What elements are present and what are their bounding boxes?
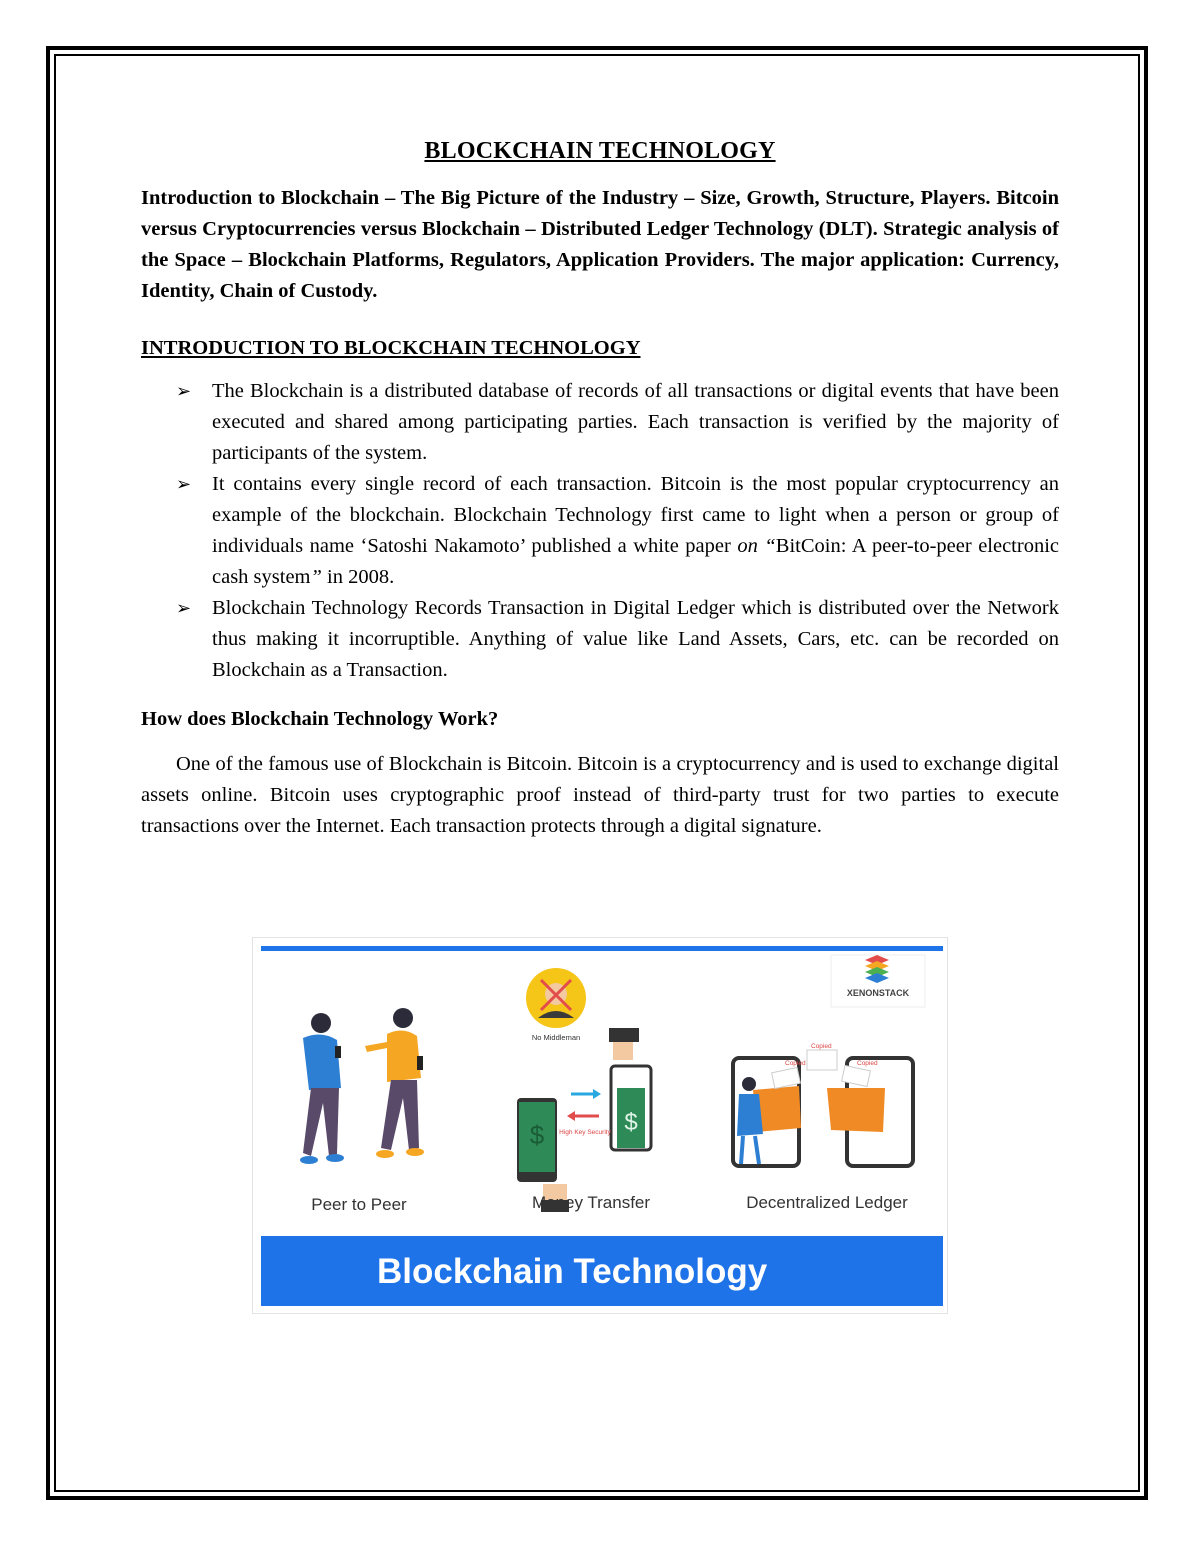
intro-paragraph: Introduction to Blockchain – The Big Picture of the Industry – Size, Growth, Structure, Players. Bitcoin versus Cryptocurrencies versus Blockchain – Distributed Ledger Technology (DLT). Strategic analysis of the Space – Blockchain Platforms, Regulators, Application Providers. The major application: Currency, Identity, Chain of Custody. xyxy=(141,187,1059,302)
arrow-bullet-icon: ➢ xyxy=(176,598,192,618)
body-paragraph: One of the famous use of Blockchain is Bitcoin. Bitcoin is a cryptocurrency and is used to exchange digital assets online. Bitcoin uses cryptographic proof instead of third-party trust for two parties to execute transactions over the Internet. Each transaction protects through a digital signature. xyxy=(141,753,1059,837)
peer-to-peer-icon xyxy=(300,1008,424,1164)
copied-label-left: Copied xyxy=(785,1060,806,1067)
bullet-text: Blockchain Technology Records Transaction in Digital Ledger which is distributed over the Network thus making it incorruptible. Anything of value like Land Assets, Cars, etc. can be recorded on Blockchain as a Transaction. xyxy=(212,597,1059,681)
copied-label-top: Copied xyxy=(811,1043,832,1050)
illustration-svg xyxy=(253,938,947,1313)
bullet-italic: on “ xyxy=(737,535,776,557)
high-security-label: High Key Security xyxy=(559,1129,611,1136)
copied-label-right: Copied xyxy=(857,1060,878,1067)
xenonstack-logo xyxy=(831,955,925,1007)
arrow-bullet-icon: ➢ xyxy=(176,381,192,401)
caption-money-transfer: Money Transfer xyxy=(531,1193,651,1212)
top-accent-bar xyxy=(261,946,943,951)
svg-text:$: $ xyxy=(624,1109,638,1136)
no-middleman-label: No Middleman xyxy=(531,1033,581,1042)
caption-decentralized-ledger: Decentralized Ledger xyxy=(746,1193,908,1212)
no-middleman-icon xyxy=(526,968,586,1042)
bullet-text: BitCoin: A peer-to-peer electronic cash system xyxy=(212,535,1060,588)
bullet-italic: ” xyxy=(310,566,322,588)
subheading: How does Blockchain Technology Work? xyxy=(141,708,499,730)
bullet-list xyxy=(141,376,1059,686)
document-body xyxy=(141,138,1059,842)
arrow-bullet-icon: ➢ xyxy=(176,474,192,494)
blockchain-illustration xyxy=(252,937,948,1314)
section-heading: INTRODUCTION TO BLOCKCHAIN TECHNOLOGY xyxy=(141,337,641,359)
bullet-text: It contains every single record of each transaction. Bitcoin is the most popular cryptocurrency an example of the blockchain. Blockchain Technology first came to light when a person or group of individuals name ‘Satoshi Nakamoto’ published a white paper xyxy=(212,473,1059,557)
document-title: BLOCKCHAIN TECHNOLOGY xyxy=(424,138,776,164)
bullet-text: The Blockchain is a distributed database of records of all transactions or digital events that have been executed and shared among participating parties. Each transaction is verified by the majority of participants of the system. xyxy=(212,380,1059,464)
money-transfer-icon xyxy=(517,1028,651,1212)
list-item xyxy=(141,593,1059,686)
banner-title: Blockchain Technology xyxy=(377,1252,768,1291)
bullet-text: in 2008. xyxy=(321,566,395,588)
svg-text:$: $ xyxy=(529,1120,545,1150)
list-item xyxy=(141,376,1059,469)
decentralized-ledger-icon xyxy=(733,1043,913,1166)
caption-peer-to-peer: Peer to Peer xyxy=(311,1195,407,1214)
logo-text: XENONSTACK xyxy=(846,988,910,998)
list-item xyxy=(141,469,1059,593)
